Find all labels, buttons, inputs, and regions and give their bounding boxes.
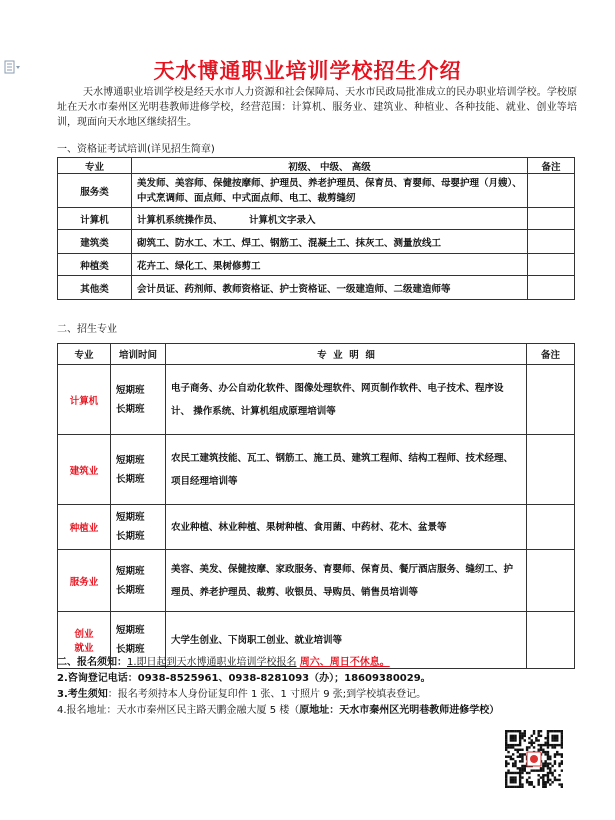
header-detail: 专 业 明 细 — [166, 344, 527, 365]
row-category: 服务业 — [58, 550, 111, 612]
header-note: 备注 — [527, 344, 575, 365]
table-row — [58, 230, 575, 254]
table-row — [58, 174, 575, 208]
note-4-text: 4.报名地址：天水市秦州区民主路天鹏金融大厦 5 楼（ — [57, 705, 300, 716]
row-category: 其他类 — [58, 276, 132, 300]
row-period — [111, 365, 166, 435]
period-long: 长期班 — [116, 531, 145, 542]
registration-notes — [57, 655, 597, 719]
qr-code — [505, 730, 563, 788]
period-short: 短期班 — [116, 565, 145, 577]
period-short: 短期班 — [116, 625, 145, 636]
category-line1: 创业 — [74, 629, 94, 640]
table-row — [58, 505, 575, 550]
header-major: 专业 — [58, 158, 132, 174]
table-row — [58, 208, 575, 230]
period-long: 长期班 — [116, 473, 145, 485]
row-note — [528, 230, 575, 254]
row-note — [527, 505, 575, 550]
period-long: 长期班 — [116, 644, 145, 655]
note-line-4 — [57, 703, 597, 719]
period-short: 短期班 — [116, 454, 145, 466]
row-content: 美发师、美容师、保健按摩师、护理员、养老护理员、保育员、育婴师、母婴护理（月嫂）、中式烹调师、面点师、中式面点师、电工、裁剪缝纫 — [132, 174, 528, 208]
certificate-table — [57, 157, 575, 300]
note-line-1 — [57, 655, 597, 671]
row-content: 计算机系统操作员、 计算机文字录入 — [132, 208, 528, 230]
header-levels: 初级、 中级、 高级 — [132, 158, 528, 174]
note-1-label: 二、报名须知： — [57, 657, 127, 668]
row-detail: 电子商务、办公自动化软件、图像处理软件、网页制作软件、电子技术、程序设计、 操作系统、计算机组成原理培训等 — [166, 365, 527, 435]
table-row — [58, 276, 575, 300]
program-table — [57, 343, 575, 669]
row-category: 种植业 — [58, 505, 111, 550]
row-note — [527, 365, 575, 435]
row-note — [528, 208, 575, 230]
intro-paragraph: 天水博通职业培训学校是经天水市人力资源和社会保障局、天水市民政局批准成立的民办职业培训学校。学校原址在天水市秦州区光明巷教师进修学校，经营范围：计算机、服务业、建筑业、种植业、各种技能、就业、创业等培训，现面向天水地区继续招生。 — [57, 87, 577, 128]
table-row — [58, 550, 575, 612]
note-1-highlight: 周六、周日不休息。 — [299, 657, 390, 668]
row-detail: 大学生创业、下岗职工创业、就业培训等 — [166, 612, 527, 669]
note-2-phones: 0938-8525961、0938-8281093（办）；18609380029。 — [137, 673, 431, 684]
table-row — [58, 435, 575, 505]
note-4-old-address: 原地址：天水市秦州区光明巷教师进修学校） — [299, 705, 500, 716]
row-note — [528, 276, 575, 300]
header-period: 培训时间 — [111, 344, 166, 365]
row-category: 建筑业 — [58, 435, 111, 505]
row-note — [528, 254, 575, 276]
row-content: 会计员证、药剂师、教师资格证、护士资格证、一级建造师、二级建造师等 — [132, 276, 528, 300]
row-note — [527, 435, 575, 505]
row-note — [527, 550, 575, 612]
row-detail: 农业种植、林业种植、果树种植、食用菌、中药材、花木、盆景等 — [166, 505, 527, 550]
period-long: 长期班 — [116, 584, 145, 596]
table-row — [58, 254, 575, 276]
header-major: 专业 — [58, 344, 111, 365]
note-line-2 — [57, 671, 597, 687]
note-3-text: ：报名考须持本人身份证复印件 1 张、1 寸照片 9 张;到学校填表登记。 — [107, 689, 427, 700]
row-content: 砌筑工、防水工、木工、焊工、钢筋工、混凝土工、抹灰工、测量放线工 — [132, 230, 528, 254]
table-header-row — [58, 158, 575, 174]
row-detail: 农民工建筑技能、瓦工、钢筋工、施工员、建筑工程师、结构工程师、技术经理、项目经理培训等 — [166, 435, 527, 505]
period-short: 短期班 — [116, 512, 145, 523]
note-2-label: 2.咨询登记电话： — [57, 673, 138, 684]
row-category: 建筑类 — [58, 230, 132, 254]
row-period — [111, 505, 166, 550]
row-note — [528, 174, 575, 208]
row-category: 计算机 — [58, 365, 111, 435]
row-category: 种植类 — [58, 254, 132, 276]
period-short: 短期班 — [116, 384, 145, 396]
row-period — [111, 435, 166, 505]
note-3-label: 3.考生须知 — [57, 689, 108, 700]
section1-heading: 一、资格证考试培训(详见招生简章) — [57, 144, 215, 155]
section2-heading: 二、招生专业 — [57, 324, 117, 335]
row-category: 计算机 — [58, 208, 132, 230]
table-header-row — [58, 344, 575, 365]
period-long: 长期班 — [116, 403, 145, 415]
category-line2: 就业 — [74, 643, 94, 654]
row-detail: 美容、美发、保健按摩、家政服务、育婴师、保育员、餐厅酒店服务、缝纫工、护理员、养老护理员、裁剪、收银员、导购员、销售员培训等 — [166, 550, 527, 612]
table-row — [58, 365, 575, 435]
note-line-3 — [57, 687, 597, 703]
page-title: 天水博通职业培训学校招生介绍 — [153, 59, 462, 83]
row-period — [111, 550, 166, 612]
header-note: 备注 — [528, 158, 575, 174]
note-1-text: 1.即日起到天水博通职业培训学校报名 — [127, 657, 297, 668]
row-category: 服务类 — [58, 174, 132, 208]
row-content: 花卉工、绿化工、果树修剪工 — [132, 254, 528, 276]
